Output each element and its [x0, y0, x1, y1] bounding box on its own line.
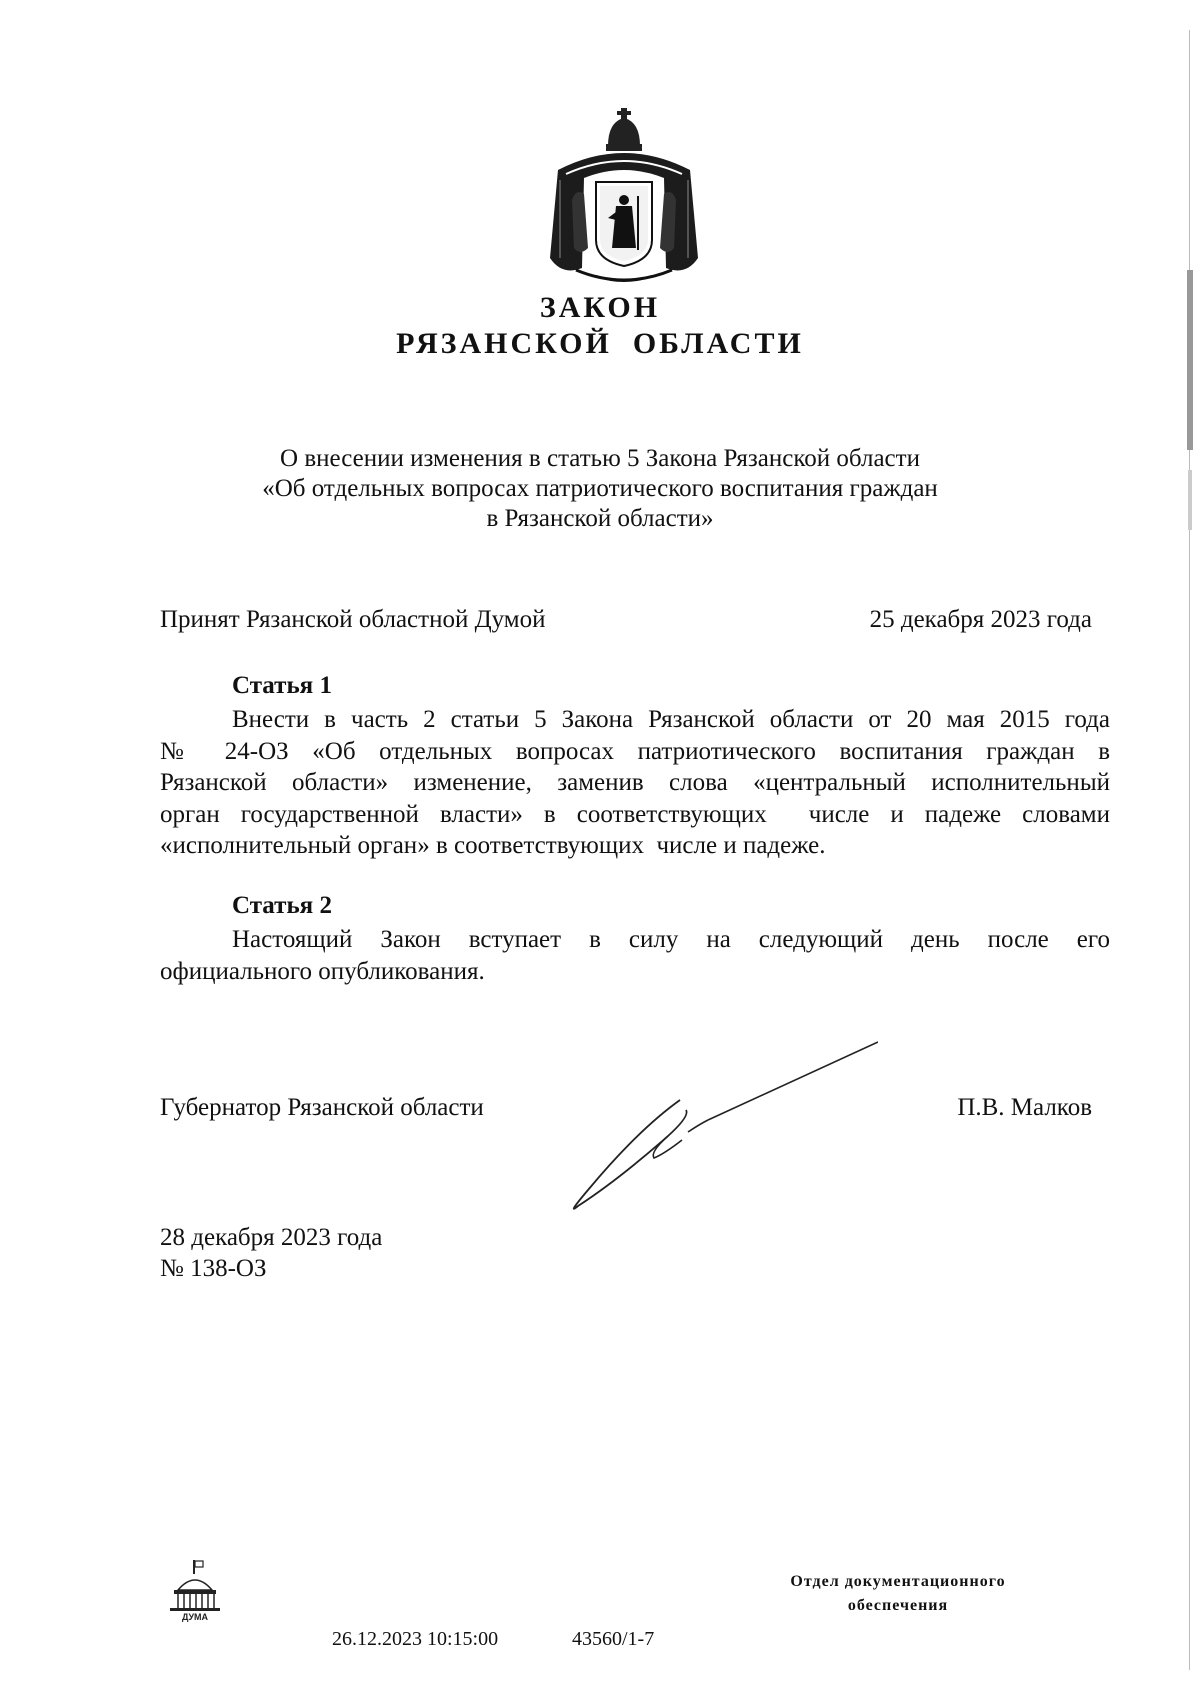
- title-line-1: ЗАКОН: [539, 291, 661, 324]
- article-2-line-2: официального опубликования.: [160, 957, 485, 985]
- signing-block: [160, 1222, 382, 1284]
- article-2-title: Статья 2: [232, 892, 332, 919]
- footer-timestamp: 26.12.2023 10:15:00: [332, 1628, 499, 1650]
- article-1-line-1: Внести в часть 2 статьи 5 Закона Рязанской области от 20 мая 2015 года: [232, 706, 1110, 733]
- scan-edge-mark: [1186, 30, 1194, 1670]
- article-1-body: [160, 704, 1110, 862]
- subject-line-2: «Об отдельных вопросах патриотического воспитания граждан: [262, 475, 938, 502]
- article-1-line-2: № 24-ОЗ «Об отдельных вопросах патриотического воспитания граждан в: [160, 737, 1110, 765]
- footer-department: [748, 1570, 1048, 1618]
- handwritten-signature-icon: [558, 1040, 878, 1210]
- adoption-line: [160, 606, 1092, 634]
- duma-building-icon: [166, 1560, 224, 1622]
- title-line-2: РЯЗАНСКОЙ ОБЛАСТИ: [396, 327, 804, 360]
- adoption-date: 25 декабря 2023 года: [869, 606, 1092, 633]
- signing-date: 28 декабря 2023 года: [160, 1224, 383, 1251]
- article-1-line-3: Рязанской области» изменение, заменив слова «центральный исполнительный: [160, 769, 1110, 796]
- footer-dept-line-1: Отдел документационного: [790, 1573, 1006, 1590]
- footer-reg-number: 43560/1-7: [572, 1628, 655, 1650]
- footer-dept-line-2: обеспечения: [847, 1597, 949, 1614]
- article-1-line-5: «исполнительный орган» в соответствующих числе и падеже.: [160, 832, 826, 859]
- law-number: № 138-ОЗ: [160, 1255, 267, 1282]
- article-2-line-1: Настоящий Закон вступает в силу на следующий день после его: [232, 926, 1110, 953]
- ryazan-coat-of-arms-icon: [536, 108, 712, 288]
- subject-line-3: в Рязанской области»: [486, 505, 714, 532]
- article-1-title: Статья 1: [232, 672, 332, 699]
- adoption-text: Принят Рязанской областной Думой: [160, 606, 546, 633]
- article-2-body: [160, 924, 1110, 987]
- subject-line-1: О внесении изменения в статью 5 Закона Рязанской области: [280, 445, 920, 472]
- governor-position: Губернатор Рязанской области: [160, 1094, 484, 1121]
- duma-logo-text: ДУМА: [181, 1612, 209, 1622]
- document-subject: [0, 444, 1200, 534]
- document-title: [0, 290, 1200, 362]
- governor-name: П.В. Малков: [957, 1094, 1092, 1121]
- article-1-line-4: орган государственной власти» в соответствующих числе и падеже словами: [160, 800, 1110, 828]
